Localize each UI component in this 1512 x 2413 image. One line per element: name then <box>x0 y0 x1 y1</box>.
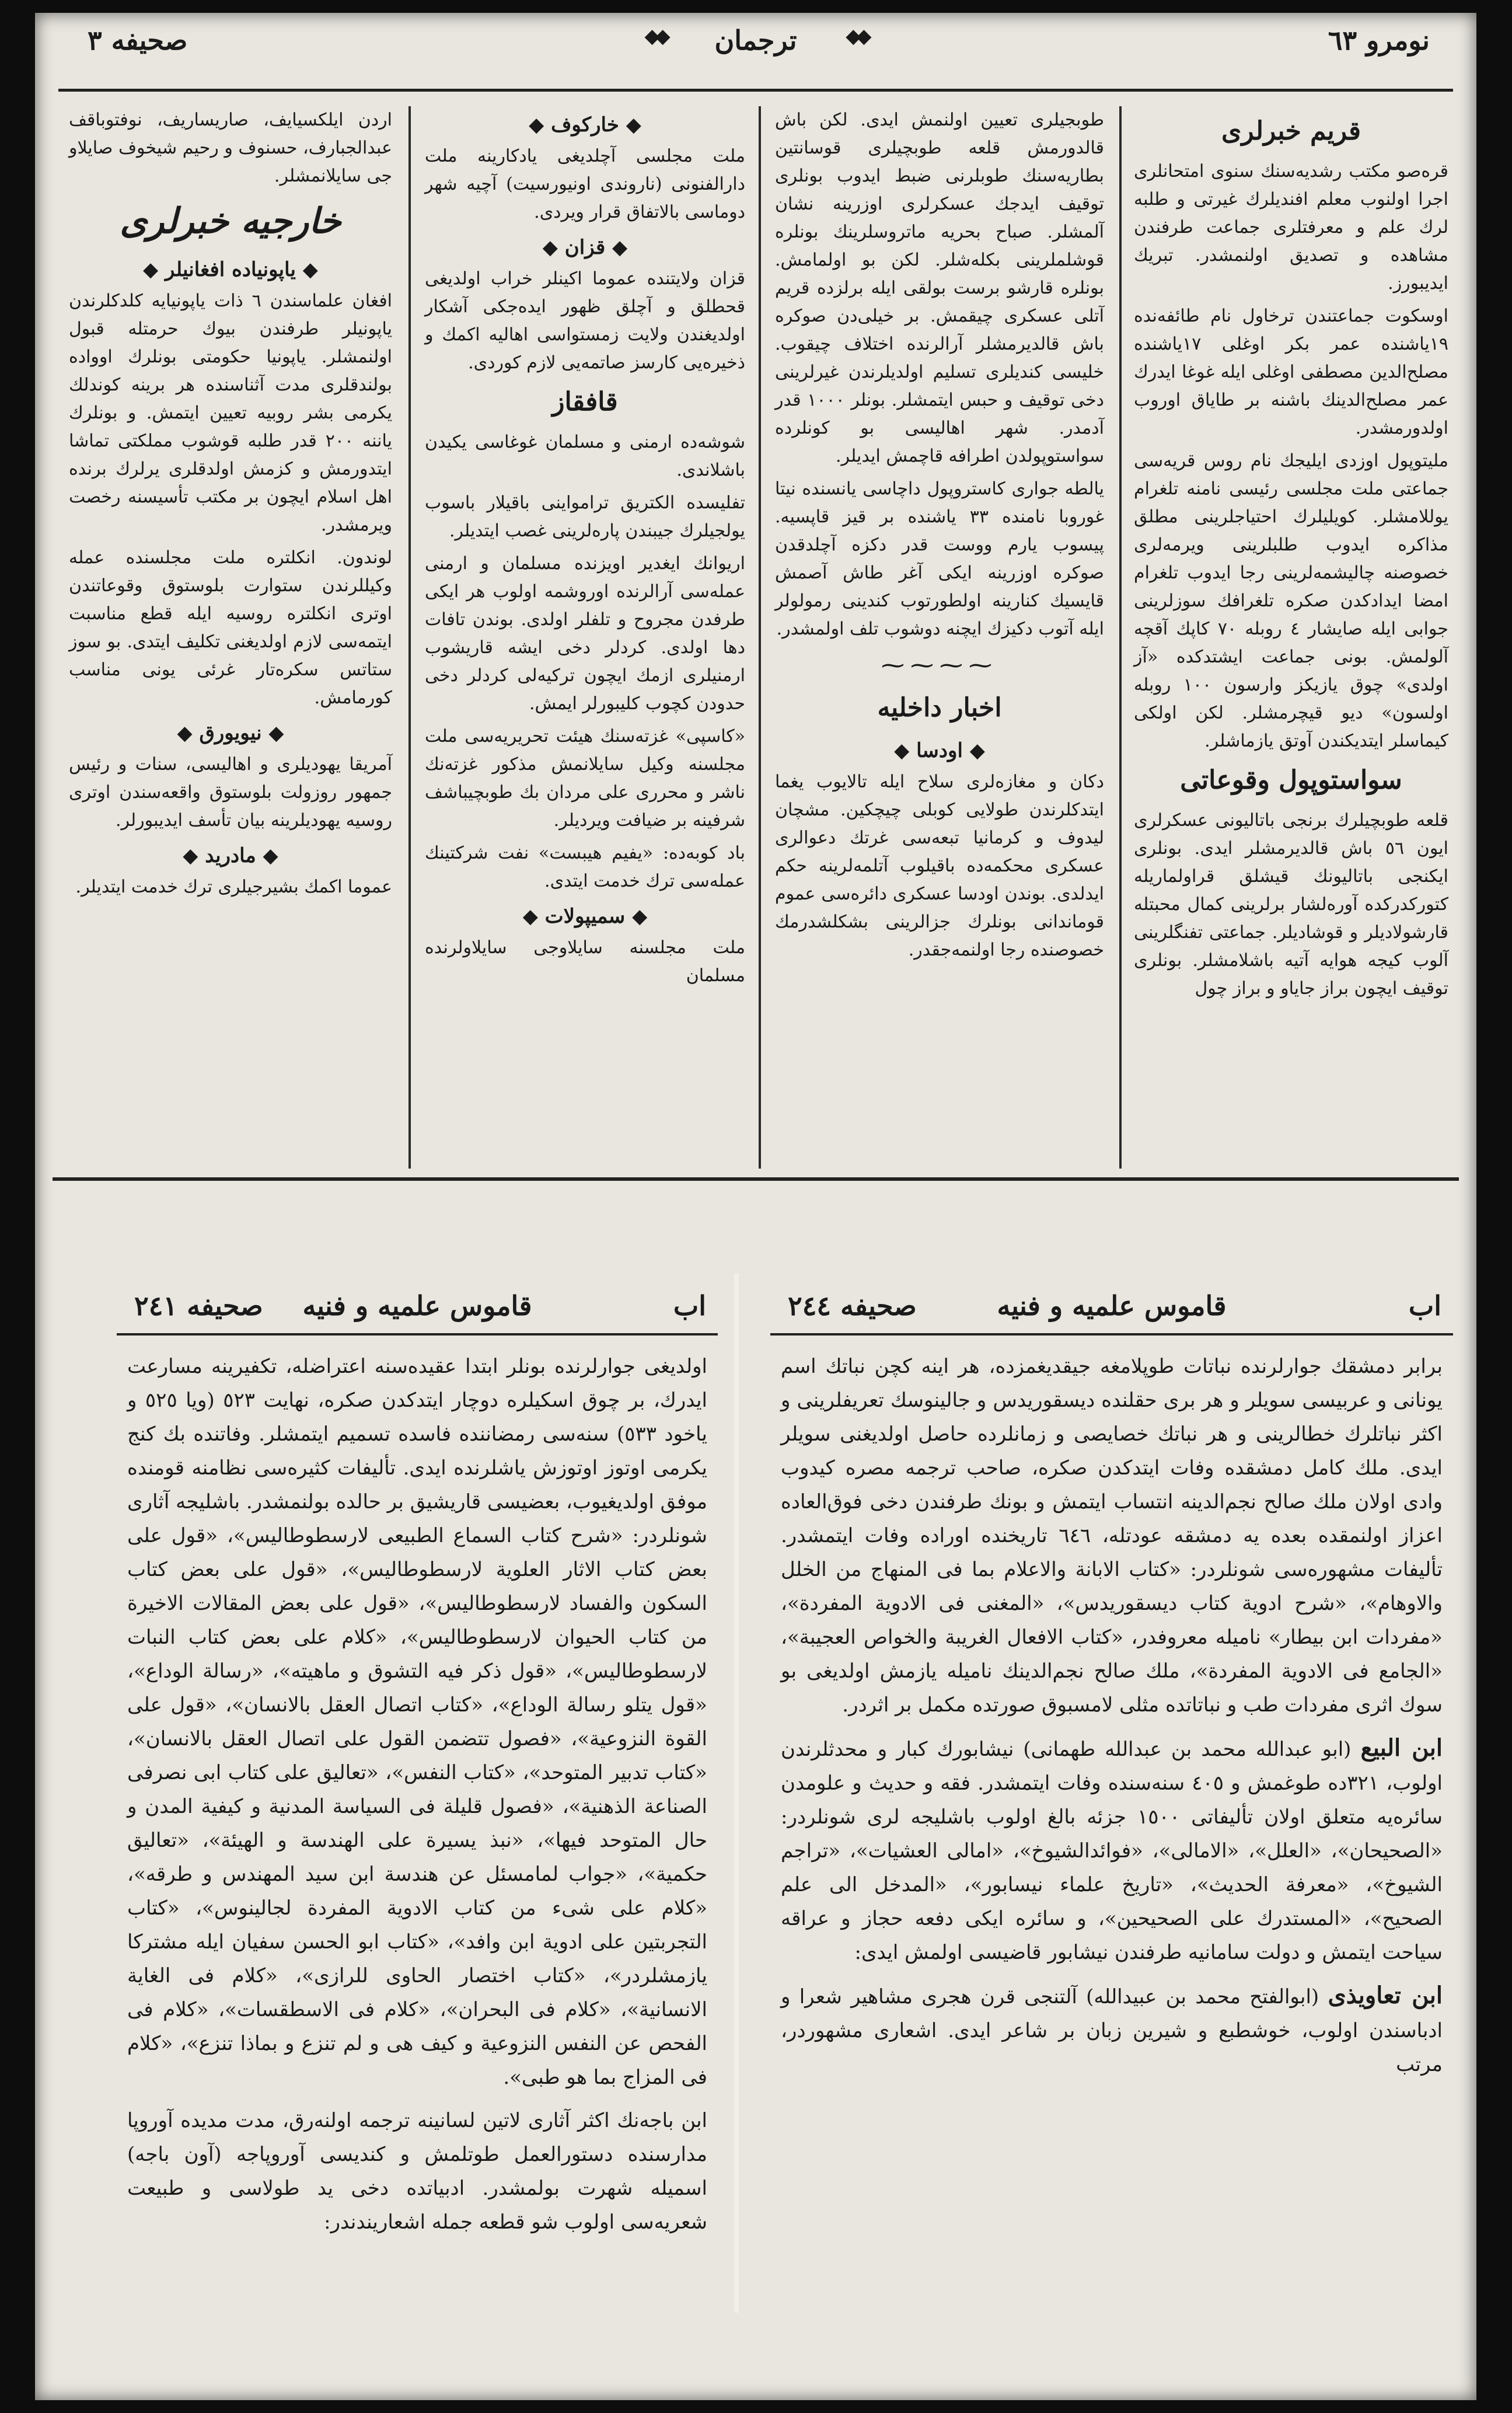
entry-range: اب <box>673 1290 706 1321</box>
city-subheading: ◆ یاپونیاده افغانیلر ◆ <box>69 253 392 286</box>
article-paragraph: طوبجیلری تعیین اولنمش ایدی. لکن باش قالدورمش قلعه طوبچیلری قوسانتین بطاریه‌سنك طوبلرنی ضبط ایدوب بونلری توقیف ایدجك عسکرلری اوزرینه نشان آلمشلر. صباح بحریه ماتروسلرینك بونلره قوشلملرینی بکله‌شلر. لکن بو اولمامش. بونلره قارشو برست بولقی ایله برلزده قریم آتلی عسکری چیقمش. بر خیلی‌دن صوکره باش قالدیرمشلر آرالرنده اختلاف چیقوب. خلیسی کندیلری تسلیم اولدیلرندن غیرلرینی دخی توقیف و حبس ایتمشلر. بونلر ١٠٠٠ قدر آدمدر. شهر اهالیسی بو کونلرده سواستوپولدن اطرافه قاچمش ایدیلر. <box>775 110 1104 466</box>
newspaper-title: ◆◆ ترجمان ◆◆ <box>644 25 867 56</box>
section-heading: قریم خبرلری <box>1221 116 1361 146</box>
column-caucasus-news <box>414 106 756 1169</box>
dictionary-header-right <box>770 1279 1453 1332</box>
newspaper-page <box>35 13 1476 2400</box>
article-paragraph: اردن ایلکسیایف، صاریساریف، نوفتوباقف عبدالجبارف، حسنوف و رحیم شیخوف صایلاو جی سایلانمشلر. <box>69 110 392 186</box>
section-heading: اخبار داخلیه <box>877 693 1002 723</box>
article-paragraph: اریوانك ایغدیر اویزنده مسلمان و ارمنی عمله‌سی آرالرنده اوروشمه اولوب هر ایکی طرفدن مجروح و تلفلر اولدی. بوندن تافات دها اولدی. کردلر دخی ایشه قاریشوب ارمنیلری ازمك ایچون ترکیه‌لی کردلر دخی حدودن کچوب کلیبورلر ایمش. <box>425 553 745 714</box>
article-paragraph: باد کوبه‌ده: «یفیم هیبست» نفت شرکتینك عمله‌سی ترك خدمت ایتدی. <box>425 843 745 891</box>
article-paragraph: ملیتوپول اوزدی ایلیجك نام روس قریه‌سی جماعتی ملت مجلسی رئیسی نامنه تلغرام یوللامشلر. کویلیلرك احتیاجلرینی مطلق مذاکره ایدوب طلبلرینی ویرمه‌لری خصوصنه چالیشمه‌لرینی رجا ایدوب تلغرام امضا ایدادکدن صکره تلغرافك سوزلرینی جوابی ایله صایشار ٤ روبله ٧٠ کاپك آقچه آلولمش. بونی جماعت ایشتدکده «آز اولدی» چوق یازیکز وارسون ١٠٠ روبله اولسون» دیو قیچرمشلر. لکن اولکی کیماسلر ایتدیکندن آوتق یازماشلر. <box>1134 451 1448 751</box>
newspaper-bottom-rule <box>53 1177 1459 1181</box>
article-paragraph: قره‌صو مکتب رشدیه‌سنك سنوی امتحانلری اجرا اولنوب معلم افندیلرك غیرتی و طلبه لرك علم و معرفتلری جماعت طرفندن مشاهده و تصدیق اولنمشدر. تبریك ایدیبورز. <box>1134 161 1448 294</box>
article-paragraph: تفلیسده الکتریق ترامواینی باقیلار باسوب یولجیلرك جیبندن پاره‌لرینی غصب ایتدیلر. <box>425 493 745 541</box>
section-heading: سواستوپول وقوعاتی <box>1180 765 1402 795</box>
column-internal-news <box>764 106 1115 1169</box>
article-paragraph: قزان ولایتنده عموما اکینلر خراب اولدیغی قحطلق و آچلق ظهور ایده‌جکی آشکار اولدیغندن ولایت زمستواسی اهالیه اکمك و ذخیره‌یی کارسز صاتمه‌یی لازم کوردی. <box>425 269 745 373</box>
article-paragraph: قلعه طوبچیلرك برنجی باتالیونی عسکرلری ایون ٥٦ باش قالدیرمشلر ایدی. بونلری ایکنجی باتالیونك قیشلق قراولماریله کتورکدرکده آوره‌لشار برلرینی کمال محبتله قارشولادیلر و قوشادیلر. جماعتی تفنگلرینی آلوب کیجه هوایه آتیه باشلامشلر. بونلری توقیف ایچون براز جایاو و براز چول <box>1134 810 1448 999</box>
dictionary-paragraph: برابر دمشقك جوارلرنده نباتات طوپلامغه جیقدیغمزده، هر اینه کچن نباتك اسم یونانی و عربیسی سویلر و هر بری حقلنده دیسقوریدس و جالینوسك تعریفلرینی و اکثر نباتلرك خطالرینی و هر نباتك خصایصی و زمانلرده حاصل اولدیغنی سویلر ایدی. ملك کامل دمشقده وفات ایتدکدن صکره، صاحب ترجمه مصره کیدوب وادی اولان ملك صالح نجم‌الدینه انتساب ایتمش و بونك طرفندن دخی فوق‌العاده اعزاز اولنمقده بعده یه دمشقه عودتله، ٦٤٦ تاریخنده اوراده وفات ایتمشدر. تأليفات مشهوره‌سی شونلردر: «کتاب الابانة والاعلام بما فی المنهاج من الخلل والاوهام»، «شرح ادویة کتاب دیسقوریدس»، «المغنی فی الادویة المفردة»، «مفردات ابن بیطار» نامیله معروفدر، «کتاب الافعال الغریبة والخواص العجیبة»، «الجامع فی الادویة المفردة»، ملك صالح نجم‌الدینك نامیله یازمش اولدیغی بو سوك اثری مفردات طب و نباتاتده مثلی لامسبوق صورتده مکمل بر اثردر. <box>781 1355 1443 1717</box>
dictionary-title: قاموس علمیه و فنیه <box>997 1290 1227 1321</box>
column-divider <box>1119 106 1122 1169</box>
page-number: صحیفه ٢٤٤ <box>788 1290 917 1321</box>
dictionary-page-left <box>117 1350 718 2383</box>
masthead <box>35 13 1476 100</box>
dictionary-title: قاموس علمیه و فنیه <box>302 1290 532 1321</box>
article-paragraph: ملت مجلسنه سایلاوجی سایلاولرنده مسلمان <box>425 937 745 986</box>
article-paragraph: عموما اکمك بشیرجیلری ترك خدمت ایتدیلر. <box>75 877 392 897</box>
column-crimea-news <box>1123 106 1459 1169</box>
article-paragraph: لوندون. انکلتره ملت مجلسنده عمله وکیللرندن ستوارت بلوستوق وقوعاتندن اوتری انکلتره روسیه ایله قطع مناسبت ایتمه‌سی لازم اولدیغنی تکلیف ایتدی. بو سوز ستاتس سکره‌تار غرئی یونی مناسب کورمامش. <box>69 548 392 708</box>
article-paragraph: آمریقا یهودیلری و اهالیسی، سنات و رئیس جمهور روزولت بلوستوق واقعه‌سندن اوتری روسیه یهودیلرینه بیان تأسف ایدیبورلر. <box>69 754 392 831</box>
city-subheading: ◆ نیویورق ◆ <box>69 717 392 749</box>
header-rule <box>117 1333 718 1335</box>
masthead-rule <box>58 89 1453 92</box>
section-heading: خارجیه خبرلری <box>120 201 341 242</box>
article-paragraph: افغان علماسندن ٦ ذات یاپونیایه کلدکلرندن یاپونیلر طرفندن بیوك حرمتله قبول اولنمشلر. یاپونیا حکومتی بونلرك اوواده بولندقلری مدت آثناسنده هر برینه کوندلك یکرمی بشر روبیه تعیین ایتمش. و بونلرك یاننه ٢٠٠ قدر طلبه قوشوب مملکتی تماشا ایتدورمش و کزمش اولدقلری یرلرك برنده اهل اسلام ایچون بر مکتب تأسیسنه رخصت ویرمشدر. <box>69 291 393 535</box>
article-paragraph: یالطه جواری کاستروپول داچاسی یانسنده نیتا غوروبا نامنده ٣٣ یاشنده بر قیز قاپسیه. پیسوب یارم ووست قدر دکزه آچلدقدن صوکره اوزرینه ایکی آغر طاش آصمش قایسیك کنارینه اولطورتوب کندینی رمولولر ایله آتوب دکیزك ایچنه دوشوب تلف اولمشدر. <box>775 479 1104 639</box>
dictionary-paragraph: (ابوالفتح محمد بن عبیدالله) آلتنجی قرن هجری مشاهیر شعرا و ادباسندن اولوب، خوشطبع و شیرین زبان بر شاعر ایدی. اشعاری مشهوردر، مرتب <box>781 1985 1443 2076</box>
dictionary-paragraph: ابن باجه‌نك اکثر آثاری لاتین لسانینه ترجمه اولنه‌رق، مدت مدیده آوروپا مدارسنده دستورالعمل طوتلمش و کندیسی آوروپاجه (آون باجه) اسمیله شهرت بولمشدر. ادبیاتده دخی ید طولاسی و طبیعت شعریه‌سی اولوب شو قطعه جمله اشعاریندندر: <box>127 2109 707 2234</box>
header-rule <box>770 1333 1453 1335</box>
article-paragraph: شوشه‌ده ارمنی و مسلمان غوغاسی یکیدن باشلاندی. <box>425 432 745 480</box>
dictionary-paragraph: اولدیغی جوارلرنده بونلر ابتدا عقیده‌سنه اعتراضله، تکفیرینه مسارعت ایدرك، بر چوق اسکیلره دوچار ایتدکدن صکره، نهایت ٥٢٣ (ویا ٥٢٥ و یاخود ٥٣٣) سنه‌سی رمضاننده فاسده تسمیم ایتمشلر. وفاتنده بك کنج یکرمی اوتوز اوتوزش یاشلرنده ایدی. تأليفات کثیره‌سی نظامنه قومنده موفق اولدیغیوب، بعضیسی قاریشیق بر حالده بولنمشدر. باشلیجه آثاری شونلردر: «شرح کتاب السماع الطبیعی لارسطوطالیس»، «قول علی بعض کتاب الاثار العلویة لارسطوطالیس»، «قول علی بعض کتاب السکون والفساد لارسطوطالیس»، «قول علی بعض المقالات الاخیرة من کتاب الحیوان لارسطوطالیس»، «کلام علی بعض کتاب النبات لارسطوطالیس»، «قول ذکر فیه التشوق و ماهیته»، «رسالة الوداع»، «قول یتلو رسالة الوداع»، «کتاب اتصال العقل بالانسان»، «قول علی القوة النزوعیة»، «فصول تتضمن القول علی اتصال العقل بالانسان»، «کتاب تدبیر المتوحد»، «کتاب النفس»، «تعالیق علی کتاب ابی نصرفی الصناعة الذهنیة»، «فصول قلیلة فی السیاسة المدنیة و کیفیة المدن و حال المتوحد فیها»، «نبذ یسیرة علی الهندسة و الهیئة»، «تعالیق حکمیة»، «جواب لمامسئل عن هندسة ابن سید المهندس و طرقه»، «کلام علی شیء من کتاب الادویة المفردة لجالینوس»، «کتاب التجربتین علی ادویة ابن وافد»، «کتاب ابو الحسن سفیان ایله مشترکا یازمشلردر»، «کتاب اختصار الحاوی للرازی»، «کلام فی الغایة الانسانیة»، «کلام فی البحران»، «کلام فی الاسطقسات»، «کلام فی الفحص عن النفس النزوعیة و کیف هی و لم تنزع و بماذا تنزع»، «کلام فی المزاج بما هو طبی». <box>127 1355 708 2089</box>
city-subheading: ◆ خارکوف ◆ <box>425 109 745 141</box>
book-gutter <box>734 1274 739 2313</box>
column-divider <box>408 106 411 1169</box>
dictionary-header-left <box>117 1279 718 1332</box>
article-paragraph: «کاسپی» غزته‌سنك هیئت تحریریه‌سی ملت مجلسنه وکیل سایلانمش مذکور غزته‌نك ناشر و محرری علی مردان بك طوبچیباشف شرفینه بر ضیافت ویردیلر. <box>425 726 745 831</box>
city-subheading: ◆ مادرید ◆ <box>69 839 392 872</box>
entry-range: اب <box>1408 1290 1441 1321</box>
article-paragraph: دکان و مغازه‌لری سلاح ایله تالایوب یغما ایتدکلرندن طولایی کوبلی چیچکین. مشچان لیدوف و کرمانیا تبعه‌سی غرتك دعوالری عسکری محکمه‌ده باقیلوب آتلمه‌لرینه حکم ایدلدی. بوندن اودسا عسکری دائره‌سی عموم قوماندانی بونلرك جزالرینی بشکلشدرمك خصوصنده رجا اولنمه‌جقدر. <box>775 772 1104 960</box>
section-heading: قافقاز <box>552 387 618 417</box>
ornament-divider: ⁓⁓⁓⁓ <box>881 652 998 679</box>
city-subheading: ◆ قزان ◆ <box>425 231 745 264</box>
city-subheading: ◆ سمیپولات ◆ <box>425 900 745 933</box>
dictionary-entry-title: ابن تعاویذی <box>1328 1982 1443 2009</box>
article-paragraph: اوسکوت جماعتندن ترخاول نام طائفه‌نده ١٩یاشنده عمر بکر اوغلی ١٧یاشنده مصلح‌الدین مصطفی اوغلی ایله غوغا ایدرك عمر مصلح‌الدینك باشنه بر طایاق اوروب اولدورمشدر. <box>1134 306 1448 438</box>
dictionary-paragraph: (ابو عبدالله محمد بن عبدالله طهمانی) نیشابورك کبار و محدثلرندن اولوب، ٣٢١ده طوغمش و ٤٠٥ سنه‌سنده وفات ایتمشدر. فقه و حدیث و علومدن سائره‌یه متعلق اولان تأليفاتی ١٥٠٠ جزئه بالغ اولوب باشلیجه لری شونلردر: «الصحیحان»، «العلل»، «الامالی»، «فوائدالشیوخ»، «امالی العشیات»، «تراجم الشیوخ»، «معرفة الحدیث»، «تاریخ علماء نیسابور»، «المدخل الی علم الصحیح»، «المستدرك علی الصحیحین»، و سائره ایکی دفعه حجاز و عراقه سیاحت ایتمش و دولت سامانیه طرفندن نیشابور قاضیسی اولمش ایدی: <box>781 1738 1443 1964</box>
city-subheading: ◆ اودسا ◆ <box>775 734 1104 767</box>
column-foreign-news <box>58 106 403 1169</box>
dictionary-entry-title: ابن البیع <box>1360 1734 1443 1762</box>
page-number: صحیفه ٣ <box>88 25 188 56</box>
column-divider <box>759 106 761 1169</box>
article-paragraph: ملت مجلسی آچلدیغی یادکارینه ملت دارالفنونی (ناروندی اونیورسیت) آچیه شهر دوماسی بالاتفاق قرار ویردی. <box>425 146 745 222</box>
page-number: صحیفه ٢٤١ <box>134 1290 263 1321</box>
dictionary-page-right <box>770 1350 1453 2383</box>
issue-number: نومرو ٦٣ <box>1328 25 1430 56</box>
